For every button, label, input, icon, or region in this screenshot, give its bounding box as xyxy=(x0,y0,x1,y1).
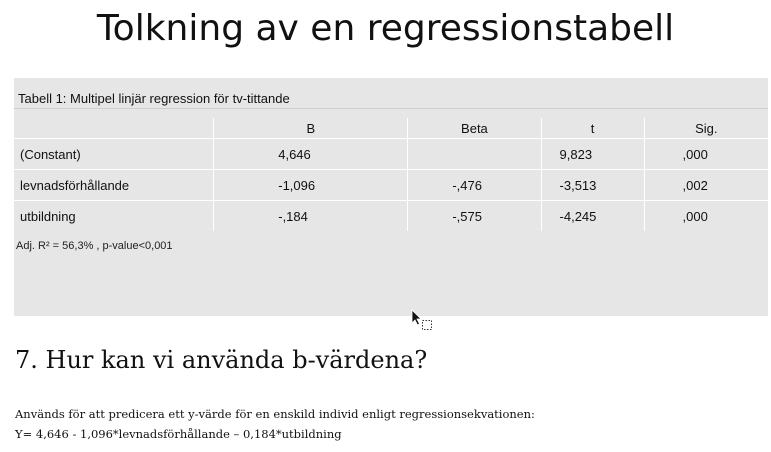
cell-b: -1,096 xyxy=(214,170,408,201)
row-label: (Constant) xyxy=(14,139,214,170)
question-description: Används för att predicera ett y-värde för en enskild individ enligt regressionsekvationen: xyxy=(15,407,535,421)
regression-table xyxy=(14,118,768,231)
row-label: utbildning xyxy=(14,201,214,232)
header-cell-b: B xyxy=(214,118,408,139)
cell-beta: -,575 xyxy=(408,201,541,232)
cell-beta: -,476 xyxy=(408,170,541,201)
regression-equation: Y= 4,646 - 1,096*levnadsförhållande – 0,184*utbildning xyxy=(15,427,342,441)
cell-b: 4,646 xyxy=(214,139,408,170)
cell-t: -4,245 xyxy=(541,201,644,232)
caption-divider xyxy=(14,108,768,109)
cell-t: -3,513 xyxy=(541,170,644,201)
header-cell-t: t xyxy=(541,118,644,139)
slide-title: Tolkning av en regressionstabell xyxy=(96,8,675,49)
regression-table-panel xyxy=(14,78,768,316)
header-cell-beta: Beta xyxy=(408,118,541,139)
model-fit-footnote: Adj. R² = 56,3% , p-value<0,001 xyxy=(16,240,173,252)
table-caption: Tabell 1: Multipel linjär regression för tv-tittande xyxy=(18,91,290,106)
table-row xyxy=(14,139,768,170)
cell-sig: ,002 xyxy=(644,170,768,201)
row-label: levnadsförhållande xyxy=(14,170,214,201)
cell-sig: ,000 xyxy=(644,139,768,170)
table-header-row xyxy=(14,118,768,139)
header-cell-variable xyxy=(14,118,214,139)
table-row xyxy=(14,201,768,232)
header-cell-sig: Sig. xyxy=(695,120,718,136)
question-body xyxy=(15,404,535,444)
cell-beta xyxy=(408,139,541,170)
cell-sig: ,000 xyxy=(644,201,768,232)
cell-b: -,184 xyxy=(214,201,408,232)
question-heading: 7. Hur kan vi använda b-värdena? xyxy=(15,346,428,374)
cell-t: 9,823 xyxy=(541,139,644,170)
mouse-pointer-icon xyxy=(411,309,433,333)
table-row xyxy=(14,170,768,201)
